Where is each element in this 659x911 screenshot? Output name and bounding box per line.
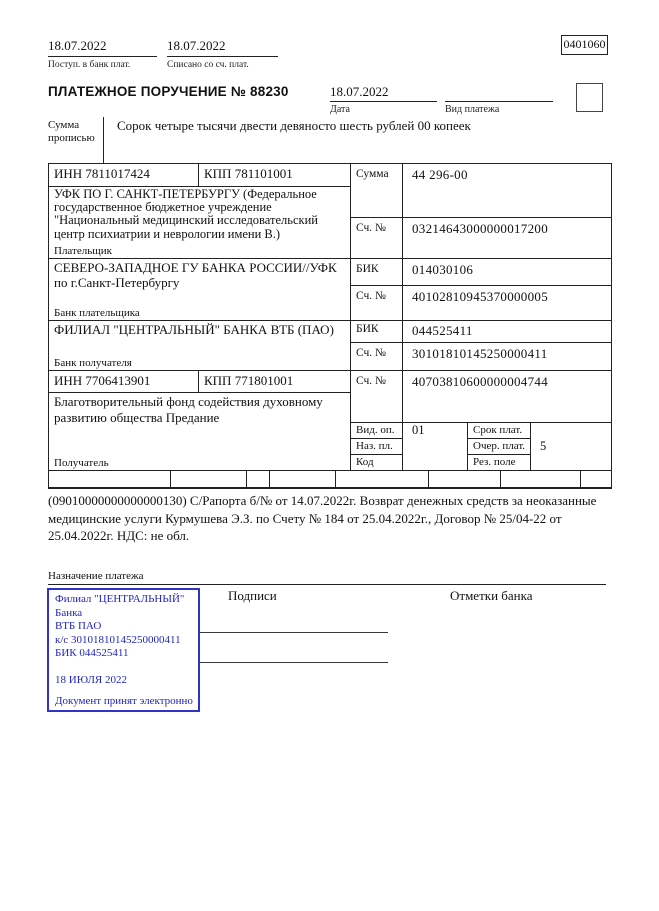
budget-field-cell: [49, 471, 171, 487]
payer-bank-account-label: Сч. №: [351, 286, 403, 320]
date-received-label: Поступ. в банк плат.: [48, 60, 131, 70]
payee-bank-account-row: [351, 343, 611, 371]
payer-inn-kpp-row: [49, 164, 350, 187]
amount-value: 44 296-00: [412, 167, 468, 182]
document-title: ПЛАТЕЖНОЕ ПОРУЧЕНИЕ № 88230: [48, 84, 289, 99]
payee-account-row: [351, 371, 611, 423]
purpose-code-label: Наз. пл.: [351, 439, 403, 455]
stamp-bik: БИК 044525411: [55, 647, 129, 659]
signatures-heading: Подписи: [228, 588, 277, 603]
main-table: [48, 163, 612, 471]
payment-purpose-text: (09010000000000000130) С/Рапорта б/№ от 14.07.2022г. Возврат денежных средств за неоказанные медицинские услуги Курмушева Э.З. по Счету № 184 от 25.04.2022г., Договор № 25/04-22 от 25.04.2022г. НДС: не обл.: [48, 493, 597, 543]
budget-field-cell: [247, 471, 270, 487]
stamp-date: 18 ИЮЛЯ 2022: [55, 673, 127, 686]
budget-field-cell: [581, 471, 611, 487]
term-value: [531, 423, 611, 439]
reserve-square-box: [576, 83, 603, 112]
payer-inn: ИНН 7811017424: [49, 164, 199, 186]
budget-field-cell: [501, 471, 581, 487]
payment-purpose-label: Назначение платежа: [48, 570, 144, 582]
payer-cell: [49, 187, 350, 259]
code-label: Код: [351, 455, 403, 470]
reserve-field-value: [531, 455, 611, 470]
stamp-corr-account: к/с 30101810145250000411: [55, 633, 181, 646]
op-type-label: Вид. оп.: [351, 423, 403, 439]
payee-bank-name: ФИЛИАЛ "ЦЕНТРАЛЬНЫЙ" БАНКА ВТБ (ПАО): [54, 322, 334, 337]
payee-bank-bik-value: 044525411: [412, 323, 473, 338]
payee-inn-kpp-row: [49, 371, 350, 393]
payee-cell: [49, 393, 350, 470]
signature-line-2: [200, 662, 388, 663]
payee-name: Благотворительный фонд содействия духовному развитию общества Предание: [54, 394, 323, 425]
main-table-left-column: [49, 164, 351, 470]
signature-line-1: [200, 632, 388, 633]
payer-bank-bik-value: 014030106: [412, 262, 474, 277]
document-date-underline: [330, 101, 437, 102]
payer-account-label: Сч. №: [351, 218, 403, 258]
payee-bank-bik-label: БИК: [351, 321, 403, 342]
payer-account-row: [351, 218, 611, 259]
stamp-note: Документ принят электронно: [55, 694, 193, 707]
document-date-value: 18.07.2022: [330, 84, 389, 99]
payee-bank-account-value: 30101810145250000411: [412, 346, 548, 361]
payer-kpp: КПП 781101001: [204, 166, 293, 181]
amount-in-words-label: [48, 117, 104, 163]
date-written-off-underline: [167, 56, 278, 57]
bank-stamp: [47, 588, 200, 712]
payer-bank-account-value: 40102810945370000005: [412, 289, 548, 304]
reserve-field-label: Рез. поле: [468, 455, 531, 470]
budget-field-cell: [336, 471, 429, 487]
amount-words-label-line2: прописью: [48, 131, 95, 144]
date-received-underline: [48, 56, 157, 57]
payee-bank-cell: [49, 321, 350, 371]
payer-bank-bik-row: [351, 259, 611, 286]
budget-field-cell: [270, 471, 336, 487]
code-value: [403, 455, 468, 470]
payee-bank-label: Банк получателя: [54, 357, 132, 369]
payee-kpp: КПП 771801001: [204, 373, 294, 388]
stamp-bank-name-line1: Филиал "ЦЕНТРАЛЬНЫЙ" Банка: [55, 593, 185, 619]
date-received-value: 18.07.2022: [48, 38, 107, 53]
payee-inn: ИНН 7706413901: [49, 371, 199, 392]
budget-field-cell: [429, 471, 501, 487]
payer-bank-label: Банк плательщика: [54, 307, 140, 319]
payee-label: Получатель: [54, 457, 109, 469]
payee-account-value: 40703810600000004744: [412, 374, 548, 389]
payer-account-value: 03214643000000017200: [412, 221, 548, 236]
priority-value: 5: [540, 439, 547, 453]
payer-bank-bik-label: БИК: [351, 259, 403, 285]
date-written-off-value: 18.07.2022: [167, 38, 226, 53]
priority-label: Очер. плат.: [468, 439, 531, 455]
payment-purpose-separator: [48, 584, 606, 585]
payer-name: УФК ПО Г. САНКТ-ПЕТЕРБУРГУ (Федеральное государственное бюджетное учреждение "Национальный медицинский исследовательский центр психиатрии и неврологии имени В.): [54, 187, 318, 241]
document-date-label: Дата: [330, 104, 350, 115]
amount-row: [351, 164, 611, 218]
payment-type-underline: [445, 101, 553, 102]
term-label: Срок плат.: [468, 423, 531, 439]
amount-words-label-line1: Сумма: [48, 119, 80, 131]
amount-label: Сумма: [351, 164, 403, 217]
payee-bank-bik-row: [351, 321, 611, 343]
form-code-box: 0401060: [561, 35, 608, 55]
payer-bank-name: СЕВЕРО-ЗАПАДНОЕ ГУ БАНКА РОССИИ//УФК по г.Санкт-Петербургу: [54, 260, 337, 290]
operation-details-grid: [351, 423, 611, 470]
purpose-code-value: [403, 439, 468, 455]
payee-bank-account-label: Сч. №: [351, 343, 403, 370]
payee-account-label: Сч. №: [351, 371, 403, 422]
stamp-bank-name-line2: ВТБ ПАО: [55, 620, 102, 632]
payer-bank-cell: [49, 259, 350, 321]
payer-bank-account-row: [351, 286, 611, 321]
date-written-off-label: Списано со сч. плат.: [167, 60, 249, 70]
bank-marks-heading: Отметки банка: [450, 588, 533, 603]
op-type-value: 01: [403, 423, 468, 439]
amount-in-words-value: Сорок четыре тысячи двести девяносто шесть рублей 00 копеек: [117, 118, 471, 133]
amount-in-words-section: [48, 117, 612, 163]
main-table-right-column: [351, 164, 611, 470]
stamp-spacer: [55, 661, 194, 674]
payer-label: Плательщик: [54, 245, 112, 257]
payment-type-label: Вид платежа: [445, 104, 500, 115]
budget-fields-row: [48, 471, 612, 489]
budget-field-cell: [171, 471, 247, 487]
